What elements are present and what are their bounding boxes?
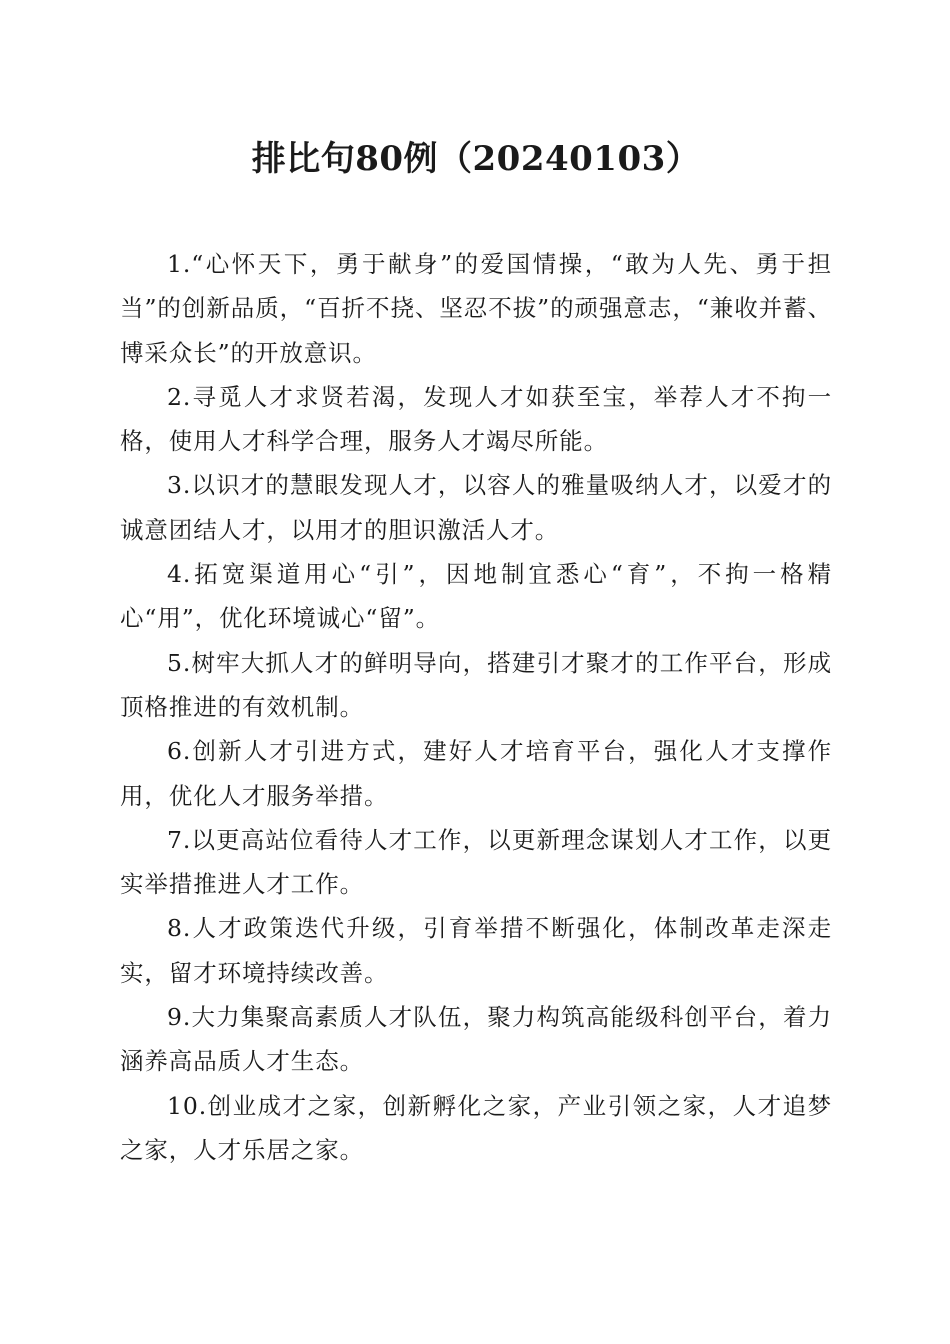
paragraph-7: 7.以更高站位看待人才工作，以更新理念谋划人才工作，以更实举措推进人才工作。: [120, 825, 832, 899]
paragraph-6: 6.创新人才引进方式，建好人才培育平台，强化人才支撑作用，优化人才服务举措。: [120, 737, 832, 810]
document-body: [120, 242, 832, 1172]
paragraph-3: 3.以识才的慧眼发现人才，以容人的雅量吸纳人才，以爱才的诚意团结人才，以用才的胆识激活人才。: [120, 471, 832, 544]
paragraph-4: 4.拓宽渠道用心“引”，因地制宜悉心“育”，不拘一格精心“用”，优化环境诚心“留”。: [120, 560, 832, 633]
paragraph-10: 10.创业成才之家，创新孵化之家，产业引领之家，人才追梦之家，人才乐居之家。: [120, 1091, 832, 1164]
paragraph-5: 5.树牢大抓人才的鲜明导向，搭建引才聚才的工作平台，形成顶格推进的有效机制。: [120, 648, 832, 721]
document-title: 排比句80例（20240103）: [251, 139, 701, 179]
paragraph-1: 1.“心怀天下，勇于献身”的爱国情操，“敢为人先、勇于担当”的创新品质，“百折不挠、坚忍不拔”的顽强意志，“兼收并蓄、博采众长”的开放意识。: [120, 250, 832, 367]
paragraph-9: 9.大力集聚高素质人才队伍，聚力构筑高能级科创平台，着力涵养高品质人才生态。: [120, 1003, 832, 1076]
paragraph-2: 2.寻觅人才求贤若渴，发现人才如获至宝，举荐人才不拘一格，使用人才科学合理，服务人才竭尽所能。: [120, 382, 832, 456]
paragraph-8: 8.人才政策迭代升级，引育举措不断强化，体制改革走深走实，留才环境持续改善。: [120, 914, 832, 987]
